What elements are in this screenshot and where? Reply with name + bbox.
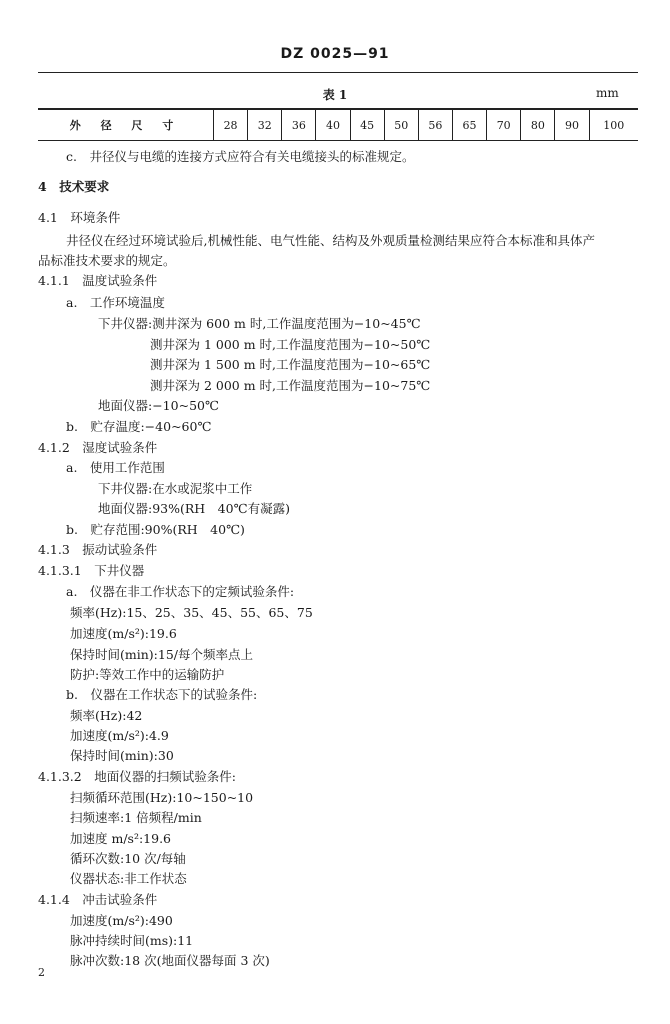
text-line: 下井仪器:测井深为 600 m 时,工作温度范围为−10~45℃ — [98, 316, 421, 331]
text-line: 循环次数:10 次/每轴 — [70, 851, 186, 866]
text-line: b. 贮存温度:−40~60℃ — [66, 419, 212, 434]
text-line: 频率(Hz):42 — [70, 708, 143, 723]
text-line: 仪器状态:非工作状态 — [70, 871, 187, 886]
text-line: b. 贮存范围:90%(RH 40℃) — [66, 522, 245, 537]
table-cell: 90 — [555, 110, 589, 141]
text-line: c. 井径仪与电缆的连接方式应符合有关电缆接头的标准规定。 — [66, 149, 415, 164]
text-line: 地面仪器:−10~50℃ — [98, 398, 219, 413]
text-line: 加速度 m/s²:19.6 — [70, 831, 172, 846]
table-cell: 28 — [214, 110, 248, 141]
table-caption: 表 1 — [322, 88, 348, 102]
text-line: 扫频速率:1 倍频程/min — [70, 810, 202, 825]
text-line: 下井仪器:在水或泥浆中工作 — [98, 481, 253, 496]
text-line: a. 使用工作范围 — [66, 460, 165, 475]
table-unit: mm — [596, 86, 619, 100]
section-heading: 4.1.4 冲击试验条件 — [38, 892, 158, 907]
table-cell: 100 — [589, 110, 638, 141]
text-line: 保持时间(min):30 — [70, 748, 174, 763]
table-cell: 50 — [384, 110, 418, 141]
section-heading: 4.1.3.2 地面仪器的扫频试验条件: — [38, 769, 236, 784]
text-line: 地面仪器:93%(RH 40℃有凝露) — [98, 501, 290, 516]
section-heading: 4.1.3 振动试验条件 — [38, 542, 158, 557]
text-line: 保持时间(min):15/每个频率点上 — [70, 647, 253, 662]
text-line: 加速度(m/s²):490 — [70, 913, 173, 928]
table-cell: 56 — [418, 110, 452, 141]
text-line: a. 仪器在非工作状态下的定频试验条件: — [66, 584, 295, 599]
row-label: 外 径 尺 寸 — [38, 110, 214, 141]
text-line: 频率(Hz):15、25、35、45、55、65、75 — [70, 605, 313, 620]
outer-diameter-table — [38, 109, 638, 141]
section-heading: 4.1.1 温度试验条件 — [38, 273, 158, 288]
text-line: a. 工作环境温度 — [66, 295, 165, 310]
section-heading: 4 技术要求 — [38, 179, 110, 194]
table-cell: 65 — [452, 110, 486, 141]
table-cell: 32 — [248, 110, 282, 141]
text-line: 脉冲次数:18 次(地面仪器每面 3 次) — [70, 953, 270, 968]
section-heading: 4.1.3.1 下井仪器 — [38, 563, 145, 578]
text-line: 加速度(m/s²):4.9 — [70, 728, 169, 743]
page-header: DZ 0025—91 — [280, 46, 390, 62]
text-line: 测井深为 1 500 m 时,工作温度范围为−10~65℃ — [150, 357, 431, 372]
header-rule — [38, 72, 638, 73]
table-cell: 40 — [316, 110, 350, 141]
table-cell: 80 — [521, 110, 555, 141]
section-heading: 4.1 环境条件 — [38, 210, 121, 225]
text-line: 防护:等效工作中的运输防护 — [70, 667, 225, 682]
text-line: 扫频循环范围(Hz):10~150~10 — [70, 790, 254, 805]
table-cell: 70 — [487, 110, 521, 141]
text-line: 加速度(m/s²):19.6 — [70, 626, 177, 641]
text-line: 井径仪在经过环境试验后,机械性能、电气性能、结构及外观质量检测结果应符合本标准和具体产 — [66, 233, 595, 248]
text-line: 脉冲持续时间(ms):11 — [70, 933, 194, 948]
page-number: 2 — [38, 966, 45, 979]
table-row — [38, 110, 638, 141]
text-line: b. 仪器在工作状态下的试验条件: — [66, 687, 258, 702]
table-cell: 36 — [282, 110, 316, 141]
text-line: 测井深为 2 000 m 时,工作温度范围为−10~75℃ — [150, 378, 431, 393]
text-line: 测井深为 1 000 m 时,工作温度范围为−10~50℃ — [150, 337, 431, 352]
section-heading: 4.1.2 湿度试验条件 — [38, 440, 158, 455]
text-line: 品标准技术要求的规定。 — [38, 253, 176, 268]
table-cell: 45 — [350, 110, 384, 141]
